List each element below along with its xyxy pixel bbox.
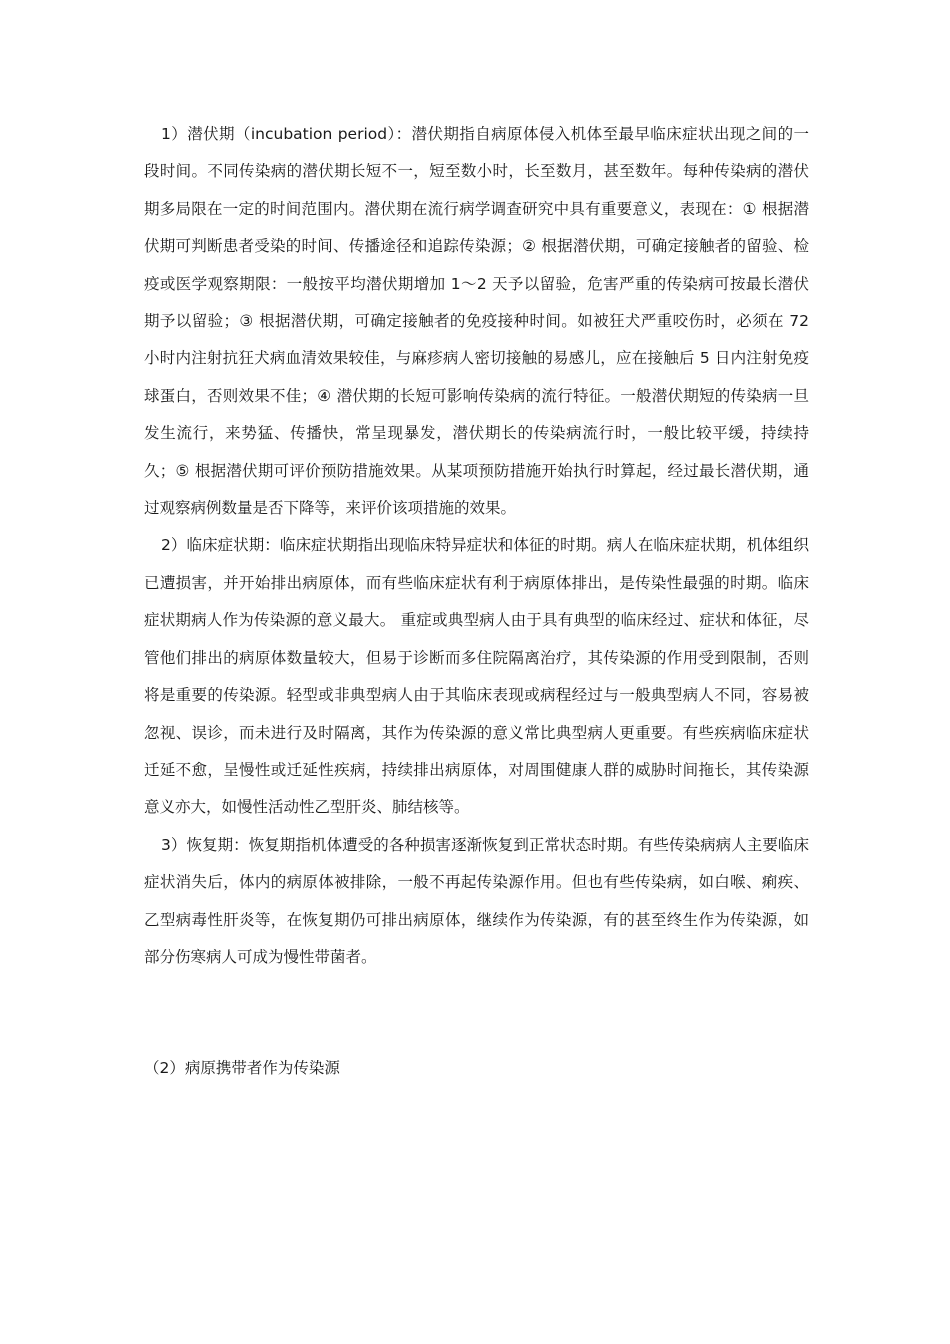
body-text: [144, 116, 809, 976]
paragraph-clinical-symptom-period: 2）临床症状期：临床症状期指出现临床特异症状和体征的时期。病人在临床症状期，机体组织已遭损害，并开始排出病原体，而有些临床症状有利于病原体排出，是传染性最强的时期。临床症状期病人作为传染源的意义最大。 重症或典型病人由于具有典型的临床经过、症状和体征，尽管他们排出的病原体数量较大，但易于诊断而多住院隔离治疗，其传染源的作用受到限制，否则将是重要的传染源。轻型或非典型病人由于其临床表现或病程经过与一般典型病人不同，容易被忽视、误诊，而未进行及时隔离，其作为传染源的意义常比典型病人更重要。有些疾病临床症状迁延不愈，呈慢性或迁延性疾病，持续排出病原体，对周围健康人群的威胁时间拖长，其传染源意义亦大，如慢性活动性乙型肝炎、肺结核等。: [144, 536, 809, 817]
section-heading: （2）病原携带者作为传染源: [144, 1059, 340, 1077]
paragraph-recovery-period: 3）恢复期：恢复期指机体遭受的各种损害逐渐恢复到正常状态时期。有些传染病病人主要临床症状消失后，体内的病原体被排除，一般不再起传染源作用。但也有些传染病，如白喉、痢疾、乙型病毒性肝炎等，在恢复期仍可排出病原体，继续作为传染源，有的甚至终生作为传染源，如部分伤寒病人可成为慢性带菌者。: [144, 835, 809, 966]
paragraph-incubation-period: 1）潜伏期（incubation period）：潜伏期指自病原体侵入机体至最早临床症状出现之间的一段时间。不同传染病的潜伏期长短不一，短至数小时，长至数月，甚至数年。每种传染病的潜伏期多局限在一定的时间范围内。潜伏期在流行病学调查研究中具有重要意义，表现在：① 根据潜伏期可判断患者受染的时间、传播途径和追踪传染源；② 根据潜伏期，可确定接触者的留验、检疫或医学观察期限：一般按平均潜伏期增加 1～2 天予以留验，危害严重的传染病可按最长潜伏期予以留验；③ 根据潜伏期，可确定接触者的免疫接种时间。如被狂犬严重咬伤时，必须在 72 小时内注射抗狂犬病血清效果较佳，与麻疹病人密切接触的易感儿，应在接触后 5 日内注射免疫球蛋白，否则效果不佳；④ 潜伏期的长短可影响传染病的流行特征。一般潜伏期短的传染病一旦发生流行，来势猛、传播快，常呈现暴发，潜伏期长的传染病流行时，一般比较平缓，持续持久；⑤ 根据潜伏期可评价预防措施效果。从某项预防措施开始执行时算起，经过最长潜伏期，通过观察病例数量是否下降等，来评价该项措施的效果。: [144, 125, 809, 518]
